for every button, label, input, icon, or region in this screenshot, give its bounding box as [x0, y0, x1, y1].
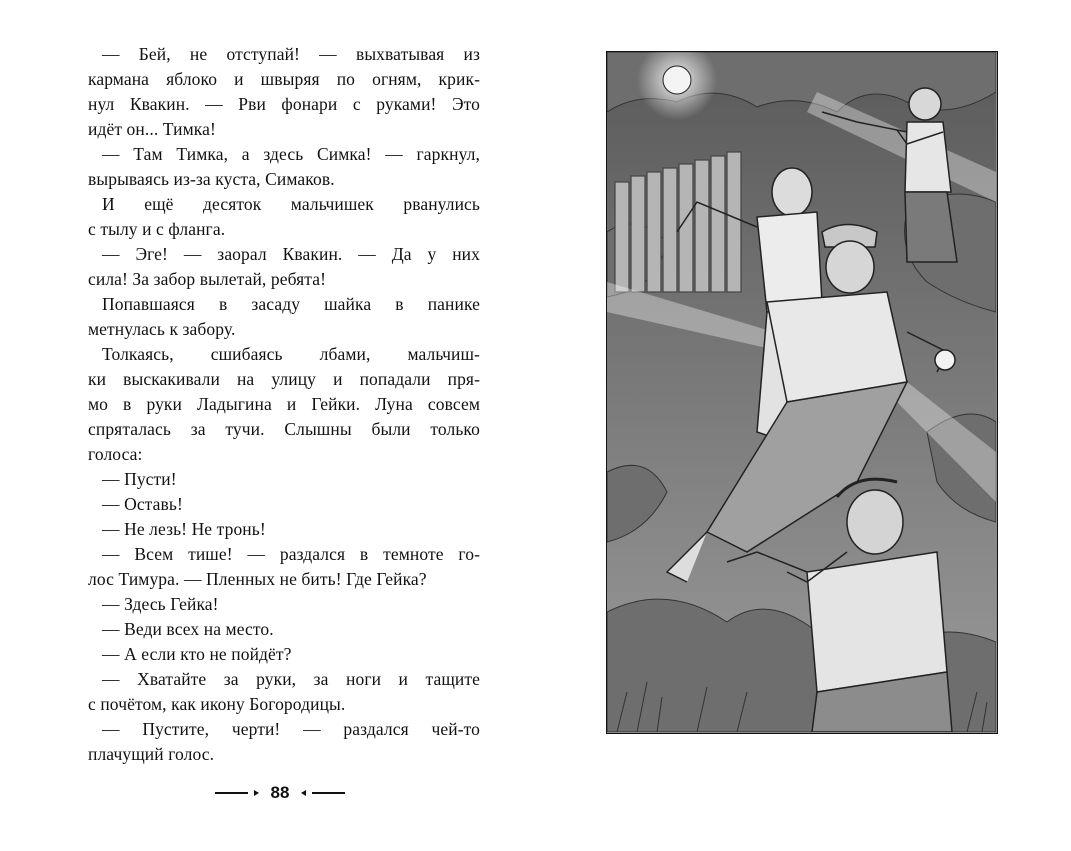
- text-line: с почётом, как икону Богородицы.: [88, 694, 346, 714]
- text-line: — Пустите, черти! — раздался чей-то: [102, 719, 480, 739]
- book-illustration: [606, 51, 998, 734]
- illustration-drawing: [607, 52, 996, 732]
- text-line: — Хватайте за руки, за ноги и тащите: [102, 669, 480, 689]
- footer-right-rule: [312, 792, 345, 794]
- text-line: кармана яблоко и швыряя по огням, крик-: [88, 69, 480, 89]
- page-text: [88, 42, 480, 767]
- text-line: — Там Тимка, а здесь Симка! — гаркнул,: [102, 144, 480, 164]
- text-line: И ещё десяток мальчишек рванулись: [102, 194, 480, 214]
- text-line: — Эге! — заорал Квакин. — Да у них: [102, 244, 480, 264]
- text-line: метнулась к забору.: [88, 319, 236, 339]
- footer-left-arrow-icon: [254, 790, 259, 796]
- text-line: сила! За забор вылетай, ребята!: [88, 269, 327, 289]
- text-line: лос Тимура. — Пленных не бить! Где Гейка?: [88, 569, 427, 589]
- footer-left-rule: [215, 792, 248, 794]
- text-line: — Бей, не отступай! — выхватывая из: [102, 44, 480, 64]
- text-line: нул Квакин. — Рви фонари с руками! Это: [88, 94, 480, 114]
- text-line: голоса:: [88, 444, 143, 464]
- text-line: — Здесь Гейка!: [102, 594, 219, 614]
- text-line: — А если кто не пойдёт?: [102, 644, 292, 664]
- text-line: вырываясь из-за куста, Симаков.: [88, 169, 335, 189]
- text-line: ки выскакивали на улицу и попадали пря-: [88, 369, 480, 389]
- text-line: спряталась за тучи. Слышны были только: [88, 419, 480, 439]
- text-line: — Пусти!: [102, 469, 177, 489]
- text-line: Попавшаяся в засаду шайка в панике: [102, 294, 480, 314]
- text-line: — Не лезь! Не тронь!: [102, 519, 266, 539]
- page-number-footer: [215, 782, 345, 804]
- text-line: мо в руки Ладыгина и Гейки. Луна совсем: [88, 394, 480, 414]
- text-line: Толкаясь, сшибаясь лбами, мальчиш-: [102, 344, 480, 364]
- text-line: — Всем тише! — раздался в темноте го-: [102, 544, 480, 564]
- text-line: — Оставь!: [102, 494, 183, 514]
- footer-right-arrow-icon: [301, 790, 306, 796]
- moon: [663, 66, 691, 94]
- text-line: идёт он... Тимка!: [88, 119, 216, 139]
- text-line: — Веди всех на место.: [102, 619, 274, 639]
- text-line: плачущий голос.: [88, 744, 215, 764]
- page-number: 88: [270, 783, 290, 802]
- text-line: с тылу и с фланга.: [88, 219, 226, 239]
